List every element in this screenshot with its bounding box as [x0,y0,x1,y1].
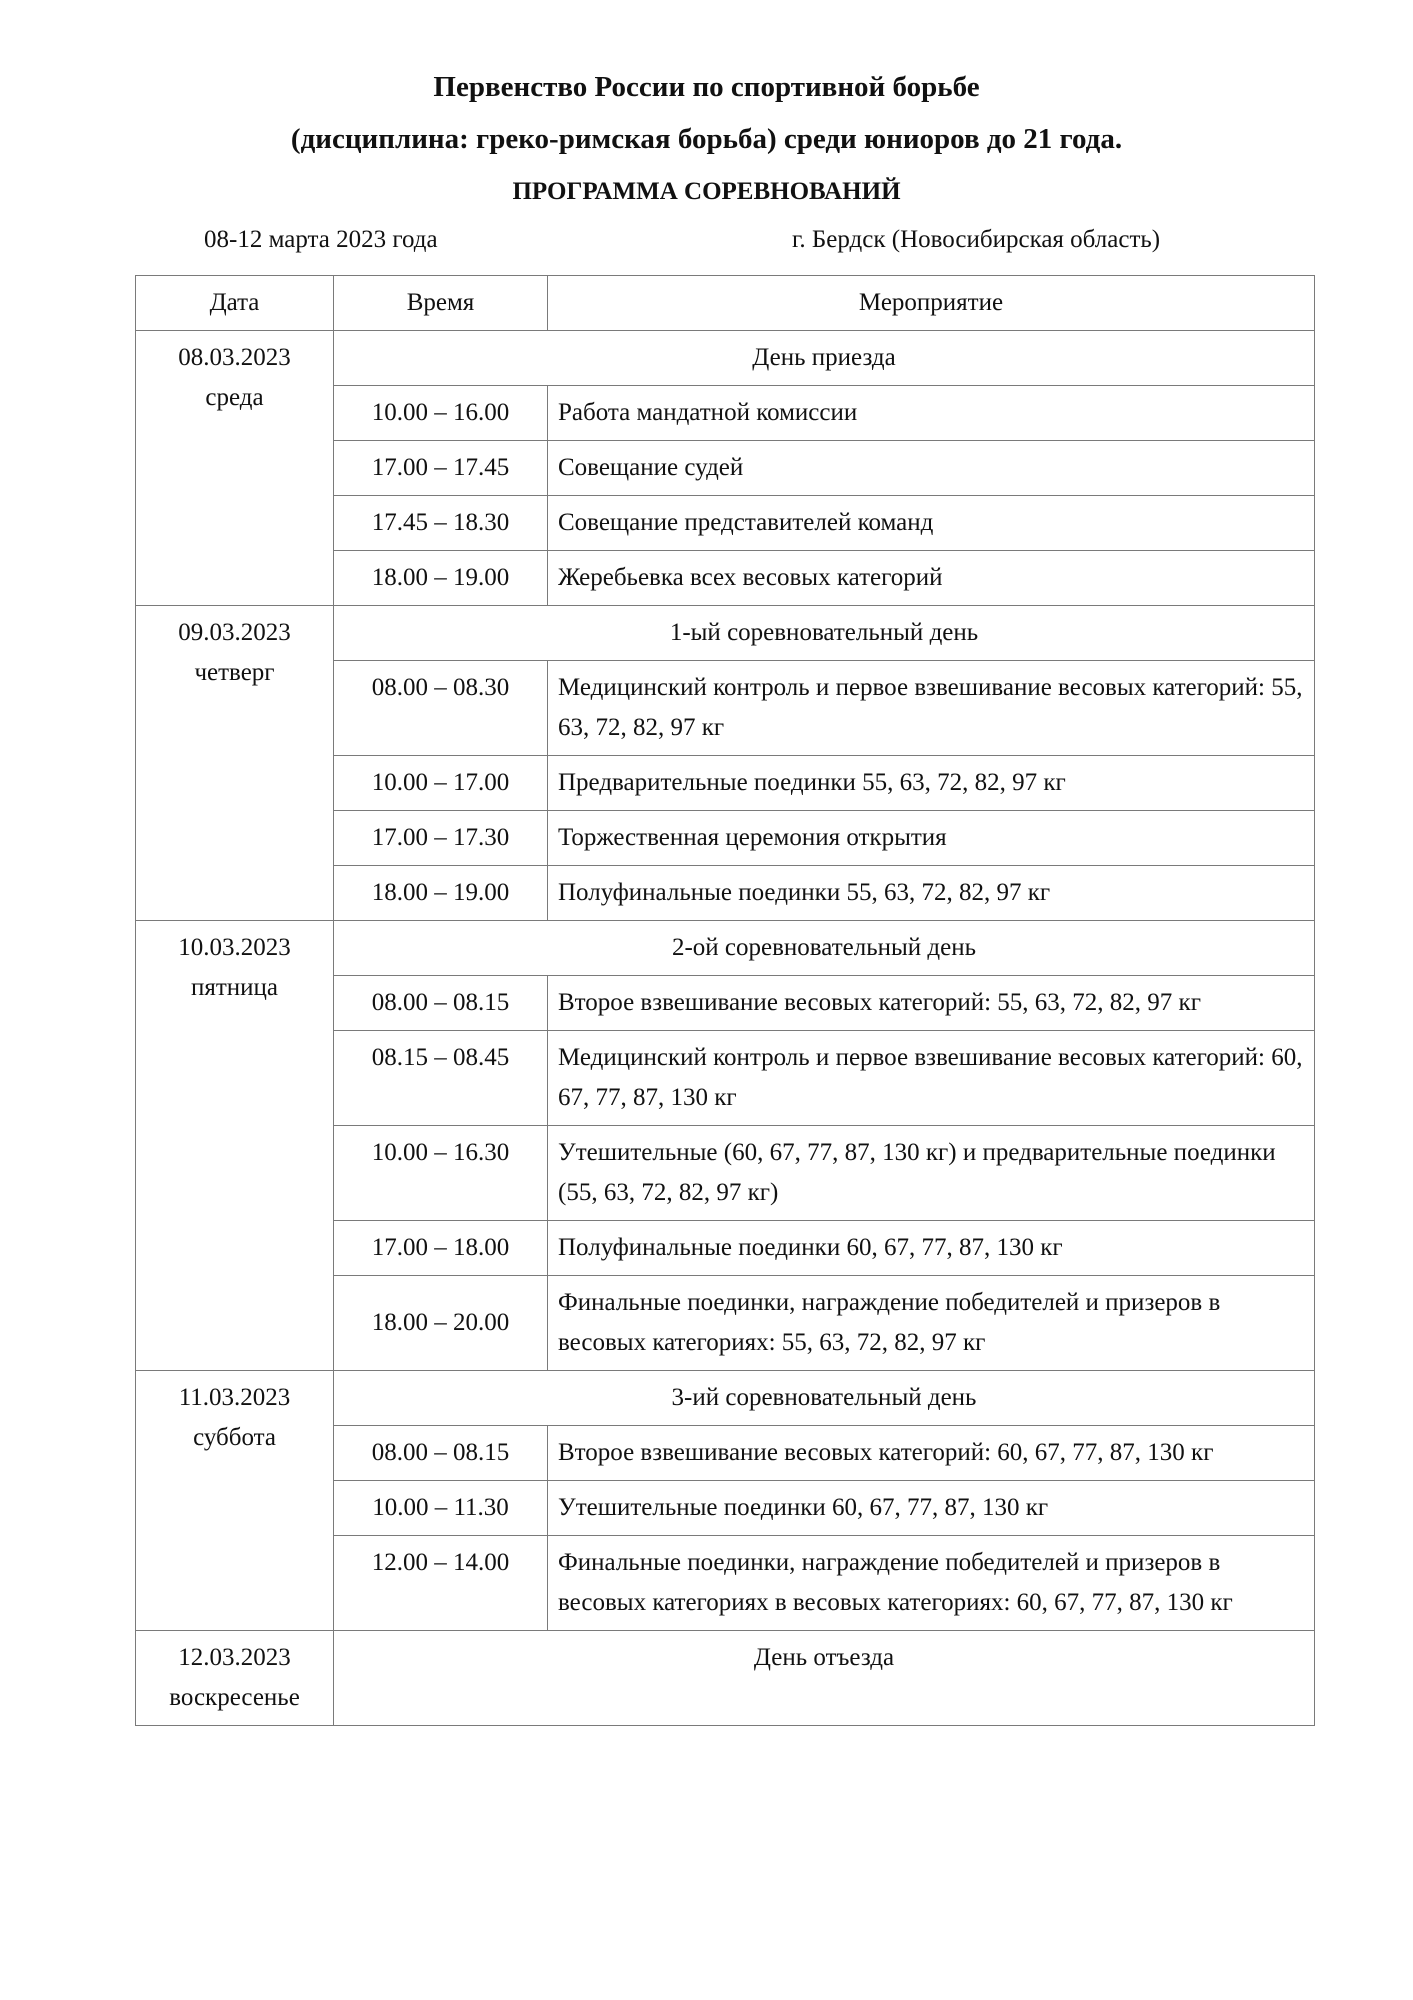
event-time: 08.00 – 08.30 [334,661,548,756]
event-time: 12.00 – 14.00 [334,1536,548,1631]
event-text: Второе взвешивание весовых категорий: 60, 67, 77, 87, 130 кг [548,1426,1315,1481]
event-time: 10.00 – 16.30 [334,1126,548,1221]
day-date: 12.03.2023 [178,1644,291,1671]
day-weekday: среда [205,384,264,411]
document-title: Первенство России по спортивной борьбе [433,71,980,103]
event-time: 10.00 – 17.00 [334,756,548,811]
event-text: Утешительные (60, 67, 77, 87, 130 кг) и предварительные поединки (55, 63, 72, 82, 97 кг) [548,1126,1315,1221]
document-title-discipline: (дисциплина: греко-римская борьба) среди юниоров до 21 года. [290,123,1123,155]
event-time: 08.15 – 08.45 [334,1031,548,1126]
event-text: Совещание судей [548,441,1315,496]
day-date-cell [136,921,334,1371]
day-weekday: пятница [190,974,279,1001]
event-time: 18.00 – 20.00 [334,1276,548,1371]
event-text: Финальные поединки, награждение победителей и призеров в весовых категориях: 55, 63, 72, 82, 97 кг [548,1276,1315,1371]
day-row [136,606,1315,661]
day-date: 09.03.2023 [178,619,291,646]
event-text: Предварительные поединки 55, 63, 72, 82, 97 кг [548,756,1315,811]
day-label: День приезда [334,331,1315,386]
event-text: Полуфинальные поединки 55, 63, 72, 82, 97 кг [548,866,1315,921]
day-date: 11.03.2023 [178,1384,291,1411]
day-label: 3-ий соревновательный день [334,1371,1315,1426]
program-heading: ПРОГРАММА СОРЕВНОВАНИЙ [512,178,901,205]
day-row [136,921,1315,976]
event-text: Работа мандатной комиссии [548,386,1315,441]
event-text: Утешительные поединки 60, 67, 77, 87, 130 кг [548,1481,1315,1536]
day-date-cell [136,1631,334,1726]
event-time: 18.00 – 19.00 [334,866,548,921]
day-weekday: воскресенье [169,1684,300,1711]
event-time: 08.00 – 08.15 [334,1426,548,1481]
event-text: Торжественная церемония открытия [548,811,1315,866]
event-text: Медицинский контроль и первое взвешивание весовых категорий: 60, 67, 77, 87, 130 кг [548,1031,1315,1126]
day-row [136,1631,1315,1726]
event-dates: 08-12 марта 2023 года [204,226,438,253]
event-time: 08.00 – 08.15 [334,976,548,1031]
day-label: 2-ой соревновательный день [334,921,1315,976]
day-date: 08.03.2023 [178,344,291,371]
day-weekday: четверг [194,659,275,686]
column-header-time: Время [334,276,548,331]
event-text: Полуфинальные поединки 60, 67, 77, 87, 130 кг [548,1221,1315,1276]
day-date-cell [136,1371,334,1631]
event-time: 10.00 – 16.00 [334,386,548,441]
event-time: 10.00 – 11.30 [334,1481,548,1536]
event-time: 17.00 – 17.45 [334,441,548,496]
event-text: Финальные поединки, награждение победителей и призеров в весовых категориях в весовых категориях: 60, 67, 77, 87, 130 кг [548,1536,1315,1631]
day-row [136,1371,1315,1426]
day-date-cell [136,331,334,606]
schedule-table [135,275,1315,1726]
event-time: 17.00 – 18.00 [334,1221,548,1276]
event-text: Медицинский контроль и первое взвешивание весовых категорий: 55, 63, 72, 82, 97 кг [548,661,1315,756]
column-header-event: Мероприятие [548,276,1315,331]
event-text: Совещание представителей команд [548,496,1315,551]
day-label: День отъезда [334,1631,1315,1726]
event-time: 18.00 – 19.00 [334,551,548,606]
event-place: г. Бердск (Новосибирская область) [792,226,1161,253]
day-label: 1-ый соревновательный день [334,606,1315,661]
event-text: Второе взвешивание весовых категорий: 55, 63, 72, 82, 97 кг [548,976,1315,1031]
day-date: 10.03.2023 [178,934,291,961]
event-time: 17.45 – 18.30 [334,496,548,551]
day-row [136,331,1315,386]
event-time: 17.00 – 17.30 [334,811,548,866]
event-text: Жеребьевка всех весовых категорий [548,551,1315,606]
day-date-cell [136,606,334,921]
column-header-date: Дата [136,276,334,331]
day-weekday: суббота [193,1424,276,1451]
table-header-row [136,276,1315,331]
